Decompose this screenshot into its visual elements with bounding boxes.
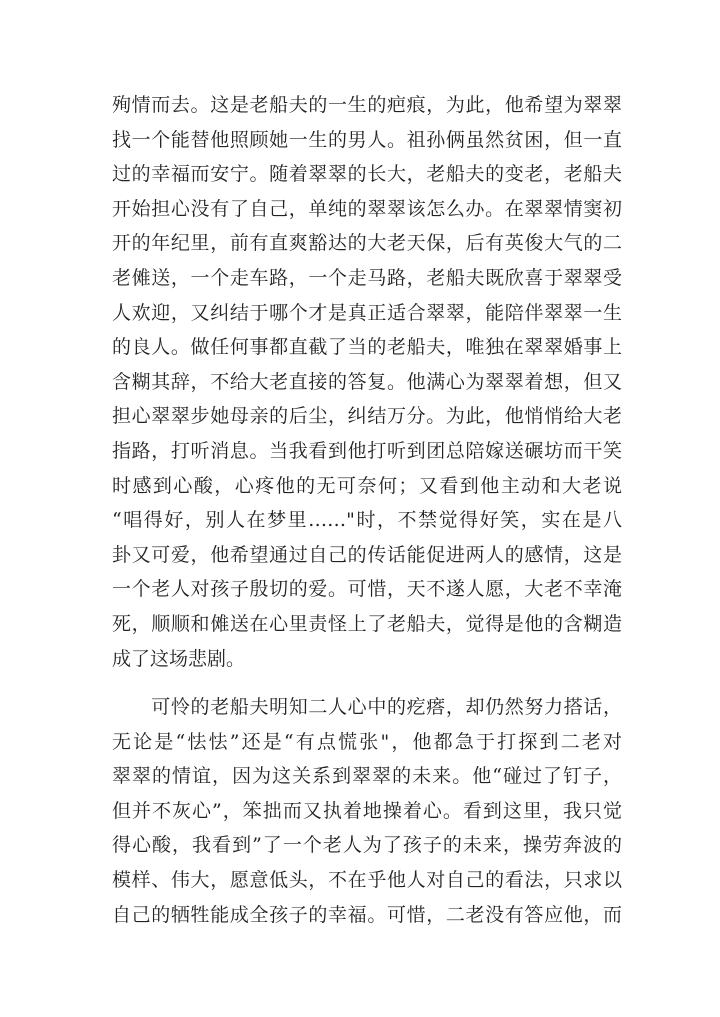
paragraph-2 — [112, 690, 622, 932]
text-line: 指路，打听消息。当我看到他打听到团总陪嫁送碾坊而干笑 — [112, 439, 622, 462]
text-line: 含糊其辞，不给大老直接的答复。他满心为翠翠着想，但又 — [112, 370, 622, 393]
text-line: 得心酸，我看到”了一个老人为了孩子的未来，操劳奔波的 — [112, 834, 622, 857]
text-line: 过的幸福而安宁。随着翠翠的长大，老船夫的变老，老船夫 — [112, 163, 622, 186]
text-line: 但并不灰心”，笨拙而又执着地操着心。看到这里，我只觉 — [112, 799, 622, 822]
text-line: “唱得好，别人在梦里……"时，不禁觉得好笑，实在是八 — [112, 509, 622, 532]
body-text — [112, 88, 622, 932]
text-line: 翠翠的情谊，因为这关系到翠翠的未来。他“碰过了钉子， — [112, 765, 622, 788]
text-line: 时感到心酸，心疼他的无可奈何；又看到他主动和大老说 — [112, 474, 622, 497]
text-line: 自己的牺牲能成全孩子的幸福。可惜，二老没有答应他，而 — [112, 903, 622, 926]
text-line: 无论是“怯怯”还是“有点慌张"，他都急于打探到二老对 — [112, 730, 622, 753]
text-line: 的良人。做任何事都直截了当的老船夫，唯独在翠翠婚事上 — [112, 336, 622, 359]
text-line: 死，顺顺和傩送在心里责怪上了老船夫，觉得是他的含糊造 — [112, 612, 622, 635]
text-line: 担心翠翠步她母亲的后尘，纠结万分。为此，他悄悄给大老 — [112, 405, 622, 428]
text-line: 可怜的老船夫明知二人心中的疙瘩，却仍然努力搭话， — [112, 696, 622, 719]
text-line: 老傩送，一个走车路，一个走马路，老船夫既欣喜于翠翠受 — [112, 266, 622, 289]
text-line: 人欢迎，又纠结于哪个才是真正适合翠翠，能陪伴翠翠一生 — [112, 301, 622, 324]
text-line: 模样、伟大，愿意低头，不在乎他人对自己的看法，只求以 — [112, 869, 622, 892]
text-line: 殉情而去。这是老船夫的一生的疤痕，为此，他希望为翠翠 — [112, 94, 622, 116]
text-line: 开的年纪里，前有直爽豁达的大老天保，后有英俊大气的二 — [112, 232, 622, 255]
paragraph-gap — [112, 676, 622, 690]
text-line: 找一个能替他照顾她一生的男人。祖孙俩虽然贫困，但一直 — [112, 128, 622, 151]
text-line: 卦又可爱，他希望通过自己的传话能促进两人的感情，这是 — [112, 543, 622, 566]
text-line: 开始担心没有了自己，单纯的翠翠该怎么办。在翠翠情窦初 — [112, 197, 622, 220]
text-line: 一个老人对孩子殷切的爱。可惜，天不遂人愿，大老不幸淹 — [112, 578, 622, 601]
text-line: 成了这场悲剧。 — [112, 647, 246, 670]
paragraph-1 — [112, 88, 622, 676]
